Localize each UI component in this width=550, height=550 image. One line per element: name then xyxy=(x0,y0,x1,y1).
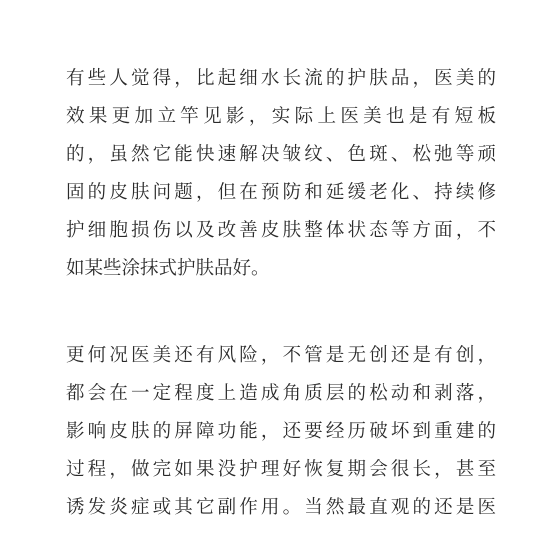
text-line: 效果更加立竿见影，实际上医美也是有短板 xyxy=(66,106,496,127)
paragraph-aesthetics-risks xyxy=(66,337,496,527)
text-line: 都会在一定程度上造成角质层的松动和剥落， xyxy=(66,383,496,404)
text-line: 护细胞损伤以及改善皮肤整体状态等方面，不 xyxy=(66,220,496,241)
paragraph-skincare-vs-aesthetics xyxy=(66,60,496,288)
text-line: 如某些涂抹式护肤品好。 xyxy=(66,258,270,279)
text-line: 诱发炎症或其它副作用。当然最直观的还是医 xyxy=(66,497,496,518)
text-line: 过程，做完如果没护理好恢复期会很长，甚至 xyxy=(66,459,496,480)
text-line: 更何况医美还有风险，不管是无创还是有创， xyxy=(66,345,496,366)
text-line: 有些人觉得，比起细水长流的护肤品，医美的 xyxy=(66,68,496,89)
text-line: 固的皮肤问题，但在预防和延缓老化、持续修 xyxy=(66,182,496,203)
text-line: 影响皮肤的屏障功能，还要经历破坏到重建的 xyxy=(66,421,496,442)
text-line: 的，虽然它能快速解决皱纹、色斑、松弛等顽 xyxy=(66,144,496,165)
